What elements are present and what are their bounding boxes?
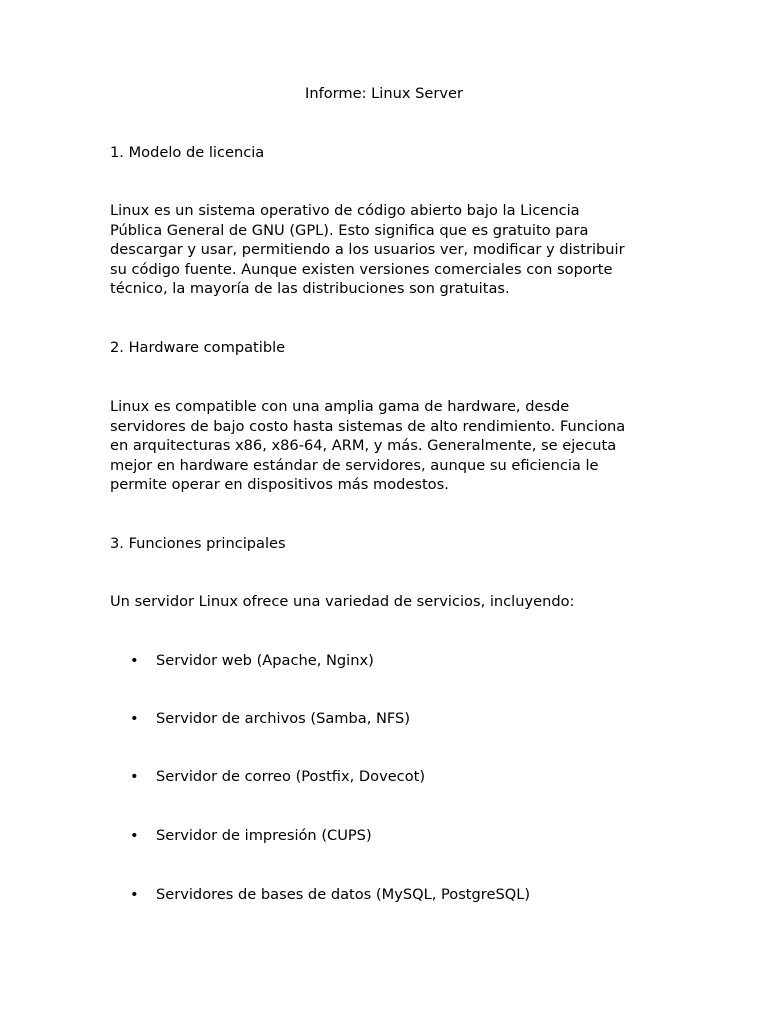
bullet-icon: •: [130, 886, 139, 903]
list-item-text: Servidor de correo (Postfix, Dovecot): [156, 768, 426, 785]
bullet-icon: •: [130, 827, 139, 844]
section-paragraph-licencia: [110, 201, 670, 299]
section-paragraph-hardware: [110, 397, 670, 495]
paragraph-line: Linux es un sistema operativo de código abierto bajo la Licencia: [110, 202, 580, 219]
section-intro-funciones: Un servidor Linux ofrece una variedad de servicios, incluyendo:: [110, 593, 575, 610]
paragraph-line: su código fuente. Aunque existen versiones comerciales con soporte: [110, 260, 613, 278]
bullet-icon: •: [130, 768, 139, 785]
document-title: Informe: Linux Server: [305, 85, 463, 102]
paragraph-line: Pública General de GNU (GPL). Esto significa que es gratuito para: [110, 221, 589, 239]
bullet-icon: •: [130, 710, 139, 727]
section-heading-licencia: 1. Modelo de licencia: [110, 144, 265, 161]
paragraph-line: en arquitecturas x86, x86-64, ARM, y más. Generalmente, se ejecuta: [110, 437, 617, 455]
list-item-text: Servidor de archivos (Samba, NFS): [156, 710, 411, 727]
paragraph-line: servidores de bajo costo hasta sistemas de alto rendimiento. Funciona: [110, 417, 626, 435]
paragraph-line: mejor en hardware estándar de servidores, aunque su eficiencia le: [110, 456, 599, 474]
paragraph-line: permite operar en dispositivos más modestos.: [110, 476, 449, 494]
list-item-text: Servidores de bases de datos (MySQL, PostgreSQL): [156, 886, 531, 903]
paragraph-line: Linux es compatible con una amplia gama de hardware, desde: [110, 398, 570, 415]
section-heading-funciones: 3. Funciones principales: [110, 535, 286, 552]
paragraph-line: técnico, la mayoría de las distribuciones son gratuitas.: [110, 280, 510, 298]
paragraph-line: descargar y usar, permitiendo a los usuarios ver, modificar y distribuir: [110, 241, 625, 259]
list-item-text: Servidor de impresión (CUPS): [156, 827, 372, 844]
list-item-text: Servidor web (Apache, Nginx): [156, 652, 374, 669]
bullet-icon: •: [130, 652, 139, 669]
section-heading-hardware: 2. Hardware compatible: [110, 339, 286, 356]
